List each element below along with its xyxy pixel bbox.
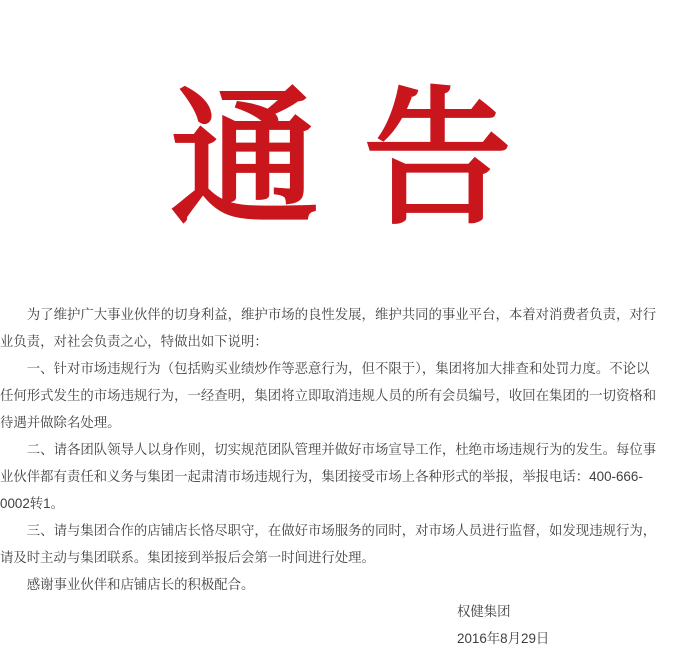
signature-date: 2016年8月29日 <box>457 631 550 646</box>
notice-paragraph-item-1: 一、针对市场违规行为（包括购买业绩炒作等恶意行为，但不限于），集团将加大排查和处罚力度。不论以任何形式发生的市场违规行为，一经查明，集团将立即取消违规人员的所有会员编号，收回在集团的一切资格和待遇并做除名处理。 <box>0 361 657 430</box>
notice-body <box>0 301 660 652</box>
notice-paragraph-item-2: 二、请各团队领导人以身作则，切实规范团队管理并做好市场宣导工作，杜绝市场违规行为的发生。每位事业伙伴都有责任和义务与集团一起肃清市场违规行为，集团接受市场上各种形式的举报，举报电话：400-666-0002转1。 <box>0 442 657 511</box>
notice-paragraph-thanks: 感谢事业伙伴和店铺店长的积极配合。 <box>26 577 255 592</box>
notice-paragraph-intro: 为了维护广大事业伙伴的切身利益，维护市场的良性发展，维护共同的事业平台，本着对消费者负责，对行业负责，对社会负责之心，特做出如下说明： <box>0 307 657 349</box>
signature-block <box>457 598 660 652</box>
signature-name: 权健集团 <box>457 604 511 619</box>
notice-paragraph-item-3: 三、请与集团合作的店铺店长恪尽职守，在做好市场服务的同时，对市场人员进行监督，如发现违规行为，请及时主动与集团联系。集团接到举报后会第一时间进行处理。 <box>0 523 657 565</box>
notice-title: 通 告 <box>170 77 514 242</box>
